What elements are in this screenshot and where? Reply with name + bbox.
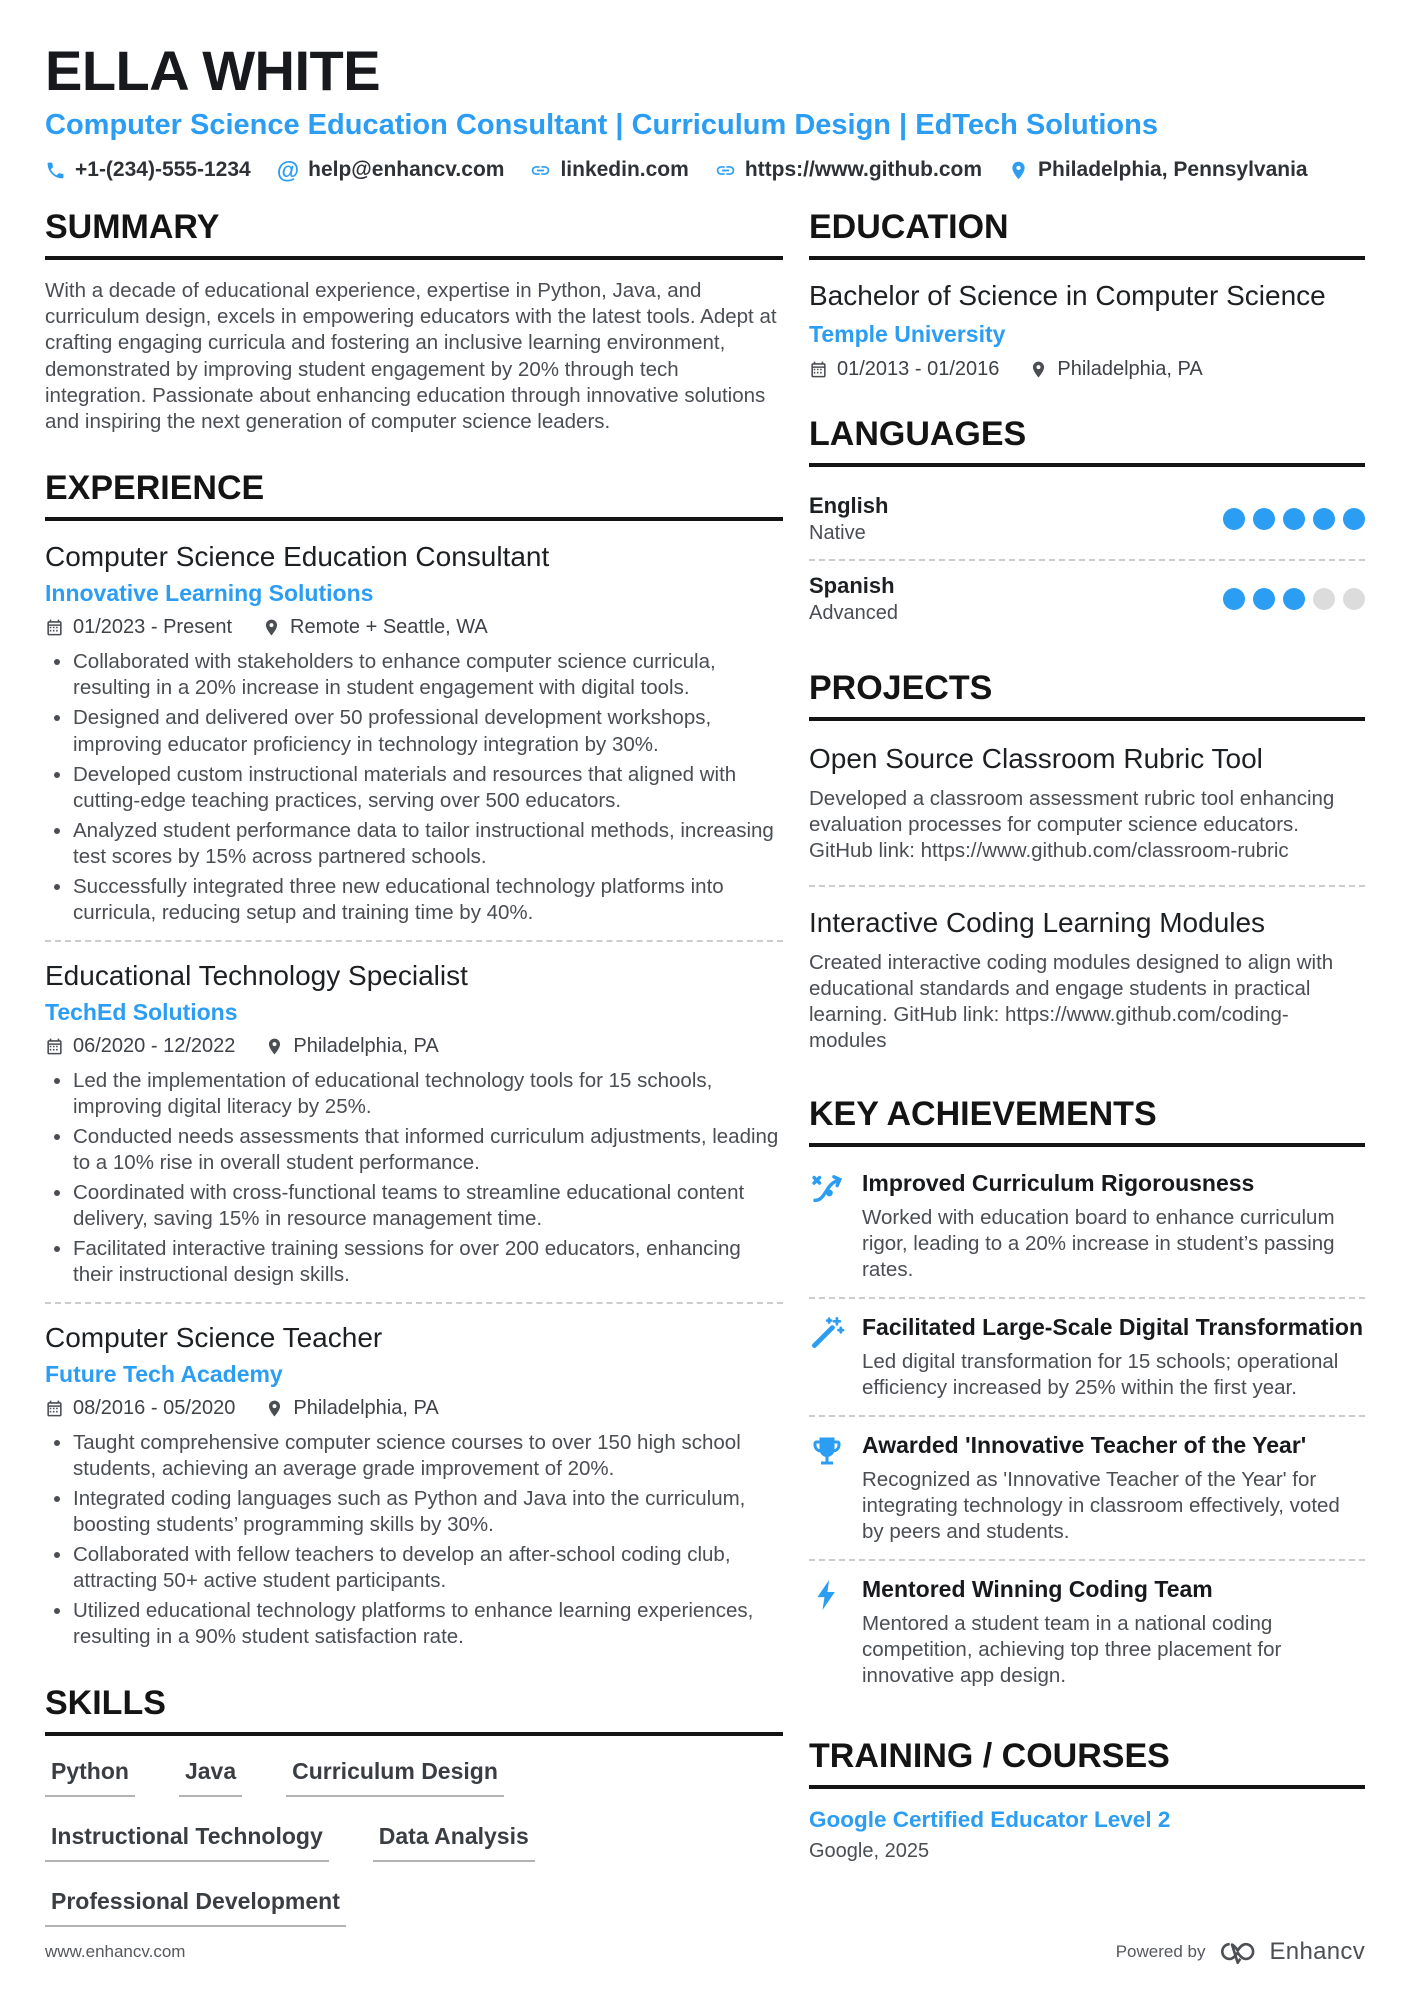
linkedin-contact[interactable]	[530, 158, 688, 182]
powered-by-label: Powered by	[1115, 1942, 1206, 1961]
language-proficiency-dots	[1223, 508, 1365, 530]
skill-item: Professional Development	[45, 1888, 346, 1927]
job-bullet: • Designed and delivered over 50 professional development workshops, improving educator proficiency in technology integration by 30%.	[73, 705, 783, 757]
skills-heading: SKILLS	[45, 1684, 783, 1736]
powered-by	[1116, 1935, 1365, 1969]
job-location-text: Philadelphia, PA	[293, 1034, 439, 1057]
experience-heading: EXPERIENCE	[45, 469, 783, 521]
job-bullets	[45, 1430, 783, 1650]
job-location-text: Philadelphia, PA	[293, 1396, 439, 1419]
language-level: Advanced	[809, 602, 898, 624]
experience-entry	[45, 539, 783, 925]
company-name: Innovative Learning Solutions	[45, 580, 374, 607]
company-name: Future Tech Academy	[45, 1360, 283, 1387]
project-title: Interactive Coding Learning Modules	[809, 906, 1266, 938]
at-icon: @	[276, 156, 300, 183]
enhancv-logo-icon	[1218, 1935, 1258, 1969]
calendar-icon	[45, 1399, 64, 1418]
job-bullet: • Conducted needs assessments that informed curriculum adjustments, leading to a 10% rise in overall student performance.	[73, 1124, 783, 1176]
candidate-headline: Computer Science Education Consultant | Curriculum Design | EdTech Solutions	[45, 109, 1158, 141]
languages-heading: LANGUAGES	[809, 415, 1365, 467]
location-contact	[1008, 158, 1308, 182]
job-bullet: • Developed custom instructional materials and resources that aligned with cutting-edge teaching practices, serving over 500 educators.	[73, 762, 783, 814]
link-icon	[530, 160, 551, 181]
dot-filled	[1223, 508, 1245, 530]
language-proficiency-dots	[1223, 588, 1365, 610]
job-bullet: • Collaborated with stakeholders to enhance computer science curricula, resulting in a 20% increase in student engagement with digital tools.	[73, 649, 783, 701]
skills-section	[45, 1684, 783, 1927]
job-bullet: • Collaborated with fellow teachers to develop an after-school coding club, attracting 50+ active student participants.	[73, 1542, 783, 1594]
language-name: Spanish	[809, 573, 895, 598]
dot-filled	[1343, 508, 1365, 530]
job-dates-text: 08/2016 - 05/2020	[73, 1396, 236, 1419]
entry-divider	[809, 885, 1365, 887]
dot-filled	[1253, 508, 1275, 530]
calendar-icon	[45, 1037, 64, 1056]
project-entry	[809, 903, 1365, 1061]
language-name: English	[809, 493, 889, 518]
skill-item: Java	[179, 1758, 242, 1797]
course-title: Google Certified Educator Level 2	[809, 1807, 1171, 1833]
education-section	[809, 208, 1365, 381]
location-pin-icon	[1008, 160, 1029, 181]
linkedin-url: linkedin.com	[560, 158, 689, 181]
job-bullet: • Successfully integrated three new educational technology platforms into curricula, reducing setup and training time by 40%.	[73, 874, 783, 926]
job-meta	[45, 1035, 783, 1058]
phone-number: +1-(234)-555-1234	[75, 158, 251, 181]
language-row	[809, 565, 1365, 635]
achievements-heading: KEY ACHIEVEMENTS	[809, 1095, 1365, 1147]
magic-wand-icon	[809, 1315, 845, 1351]
location-pin-icon	[262, 618, 281, 637]
experience-entry	[45, 958, 783, 1288]
entry-divider	[45, 940, 783, 942]
brand-name: Enhancv	[1269, 1938, 1365, 1965]
education-dates-text: 01/2013 - 01/2016	[837, 358, 1000, 380]
course-entry	[809, 1807, 1365, 1863]
achievement-description: Worked with education board to enhance curriculum rigor, leading to a 20% increase in student’s passing rates.	[862, 1205, 1335, 1281]
location-text: Philadelphia, Pennsylvania	[1038, 158, 1308, 181]
skill-item: Curriculum Design	[286, 1758, 504, 1797]
page-footer	[45, 1935, 1365, 1969]
achievement-entry	[809, 1165, 1365, 1297]
job-dates	[45, 616, 232, 639]
dot-filled	[1313, 508, 1335, 530]
training-heading: TRAINING / COURSES	[809, 1737, 1365, 1789]
education-location-text: Philadelphia, PA	[1057, 358, 1203, 380]
job-title: Educational Technology Specialist	[45, 959, 468, 991]
achievement-title: Improved Curriculum Rigorousness	[862, 1169, 1255, 1196]
skills-list	[45, 1754, 783, 1927]
projects-heading: PROJECTS	[809, 669, 1365, 721]
job-dates	[45, 1397, 235, 1420]
achievement-title: Mentored Winning Coding Team	[862, 1576, 1213, 1603]
strategy-arrow-icon	[809, 1171, 845, 1207]
project-description: Developed a classroom assessment rubric tool enhancing evaluation processes for computer science educators. GitHub link: https://www.github.com/classroom-rubric	[809, 787, 1335, 863]
achievement-description: Mentored a student team in a national coding competition, achieving top three placement for innovative app design.	[862, 1612, 1282, 1688]
footer-website: www.enhancv.com	[45, 1942, 186, 1961]
candidate-name: ELLA WHITE	[45, 39, 381, 102]
job-bullet: • Utilized educational technology platforms to enhance learning experiences, resulting in a 90% student satisfaction rate.	[73, 1598, 783, 1650]
entry-divider	[45, 1302, 783, 1304]
github-contact[interactable]	[715, 158, 982, 182]
dot-empty	[1313, 588, 1335, 610]
language-level: Native	[809, 522, 866, 544]
achievement-title: Awarded 'Innovative Teacher of the Year'	[862, 1431, 1307, 1458]
education-heading: EDUCATION	[809, 208, 1365, 260]
phone-icon	[45, 160, 66, 181]
company-name: TechEd Solutions	[45, 998, 238, 1025]
location-pin-icon	[265, 1037, 284, 1056]
entry-divider	[809, 559, 1365, 561]
job-bullet: • Integrated coding languages such as Python and Java into the curriculum, boosting students’ programming skills by 30%.	[73, 1486, 783, 1538]
resume-header	[45, 38, 1365, 182]
phone-contact[interactable]	[45, 158, 251, 182]
dot-empty	[1343, 588, 1365, 610]
achievement-entry	[809, 1417, 1365, 1559]
lightning-icon	[809, 1577, 845, 1613]
summary-heading: SUMMARY	[45, 208, 783, 260]
project-entry	[809, 739, 1365, 871]
job-location	[265, 1397, 438, 1420]
github-url: https://www.github.com	[744, 158, 983, 181]
dot-filled	[1283, 588, 1305, 610]
job-bullet: • Taught comprehensive computer science courses to over 150 high school students, achieving an average grade improvement of 20%.	[73, 1430, 783, 1482]
job-bullets	[45, 1068, 783, 1288]
achievement-description: Led digital transformation for 15 schools; operational efficiency increased by 25% within the first year.	[862, 1349, 1339, 1399]
job-bullet: • Coordinated with cross-functional teams to streamline educational content delivery, saving 15% in resource management time.	[73, 1180, 783, 1232]
achievement-entry	[809, 1299, 1365, 1415]
job-meta	[45, 1397, 783, 1420]
degree-title: Bachelor of Science in Computer Science	[809, 280, 1326, 311]
skill-item: Python	[45, 1758, 135, 1797]
job-bullet: • Analyzed student performance data to tailor instructional methods, increasing test scores by 15% across partnered schools.	[73, 818, 783, 870]
skill-item: Instructional Technology	[45, 1823, 329, 1862]
job-bullet: • Led the implementation of educational technology tools for 15 schools, improving digital literacy by 25%.	[73, 1068, 783, 1120]
dot-filled	[1223, 588, 1245, 610]
calendar-icon	[809, 360, 828, 379]
job-dates	[45, 1035, 235, 1058]
achievement-entry	[809, 1561, 1365, 1703]
achievement-title: Facilitated Large-Scale Digital Transformation	[862, 1313, 1364, 1340]
job-meta	[45, 616, 783, 639]
experience-entry	[45, 1320, 783, 1650]
project-description: Created interactive coding modules designed to align with educational standards and engage students in practical learning. GitHub link: https://www.github.com/coding-modules	[809, 950, 1334, 1053]
calendar-icon	[45, 618, 64, 637]
trophy-icon	[809, 1433, 845, 1469]
summary-section	[45, 208, 783, 435]
project-title: Open Source Classroom Rubric Tool	[809, 743, 1263, 774]
experience-section	[45, 469, 783, 1650]
education-location	[1029, 358, 1202, 381]
job-dates-text: 06/2020 - 12/2022	[73, 1034, 236, 1057]
summary-text: With a decade of educational experience, expertise in Python, Java, and curriculum design, excels in empowering educators with the latest tools. Adept at crafting engaging curricula and fostering an inclusive learning environment, demonstrated by improving student engagement by 20% through tech integration. Passionate about enhancing education through innovative solutions and inspiring the next generation of computer science leaders.	[45, 279, 777, 434]
language-row	[809, 485, 1365, 555]
job-location-text: Remote + Seattle, WA	[290, 616, 488, 639]
skill-item: Data Analysis	[373, 1823, 535, 1862]
location-pin-icon	[265, 1399, 284, 1418]
job-bullets	[45, 649, 783, 925]
training-section	[809, 1737, 1365, 1863]
job-dates-text: 01/2023 - Present	[73, 616, 232, 639]
email-contact[interactable]	[277, 158, 505, 182]
job-title: Computer Science Education Consultant	[45, 541, 550, 573]
education-meta	[809, 358, 1365, 381]
job-bullet: • Facilitated interactive training sessions for over 200 educators, enhancing their instructional design skills.	[73, 1236, 783, 1288]
job-title: Computer Science Teacher	[45, 1321, 383, 1353]
achievement-description: Recognized as 'Innovative Teacher of the Year' for integrating technology in classroom effectively, voted by peers and students.	[862, 1467, 1340, 1543]
dot-filled	[1283, 508, 1305, 530]
left-column	[45, 208, 783, 1961]
right-column	[809, 208, 1365, 1961]
course-provider: Google, 2025	[809, 1840, 930, 1863]
dot-filled	[1253, 588, 1275, 610]
link-icon	[715, 160, 736, 181]
location-pin-icon	[1029, 360, 1048, 379]
school-name: Temple University	[809, 321, 1006, 347]
projects-section	[809, 669, 1365, 1061]
job-location	[262, 616, 488, 639]
achievements-section	[809, 1095, 1365, 1704]
job-location	[265, 1035, 438, 1058]
languages-section	[809, 415, 1365, 635]
email-address: help@enhancv.com	[308, 158, 505, 181]
education-dates	[809, 358, 999, 381]
contact-row	[45, 158, 1365, 182]
